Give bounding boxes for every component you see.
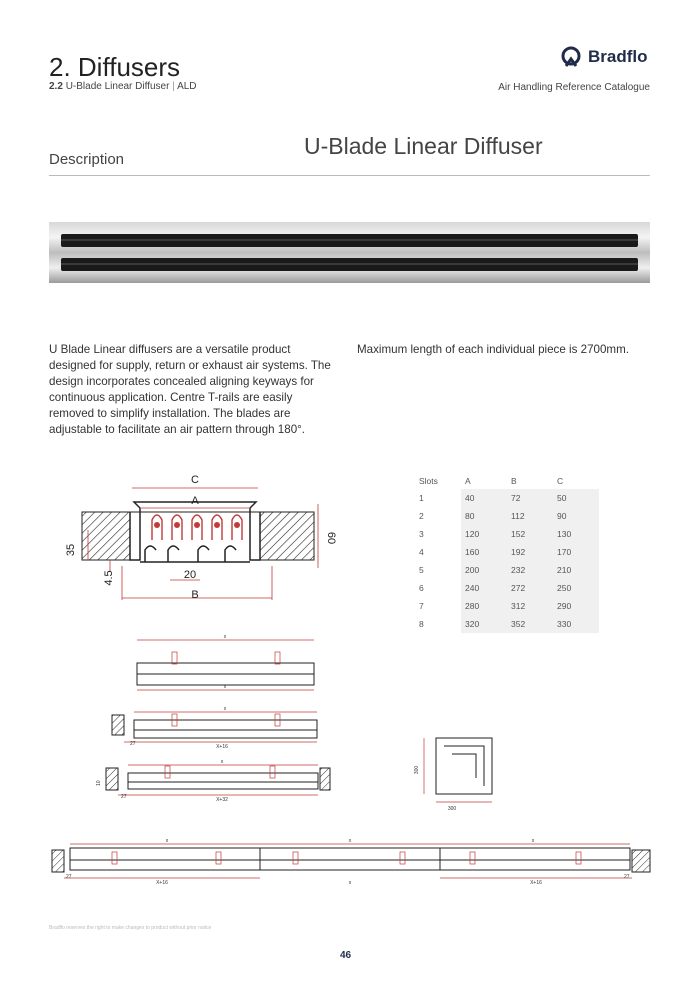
table-cell: 50 bbox=[553, 489, 599, 507]
table-cell: 6 bbox=[419, 583, 424, 593]
table-cell: 120 bbox=[461, 525, 507, 543]
table-cell: 330 bbox=[553, 615, 599, 633]
table-cell: 40 bbox=[461, 489, 507, 507]
table-cell: 80 bbox=[461, 507, 507, 525]
product-title: U-Blade Linear Diffuser bbox=[304, 133, 543, 159]
dim-c-label: C bbox=[191, 474, 199, 486]
table-cell: 112 bbox=[507, 507, 553, 525]
table-header-row bbox=[415, 472, 599, 489]
elev3-10-label: 10 bbox=[96, 780, 102, 786]
table-cell: 90 bbox=[553, 507, 599, 525]
table-cell: 192 bbox=[507, 543, 553, 561]
dim-60-label: 60 bbox=[325, 531, 337, 545]
table-cell: 240 bbox=[461, 579, 507, 597]
corner-height-label: 300 bbox=[414, 765, 420, 775]
cross-section-drawing bbox=[60, 470, 340, 610]
long-x-label-1: x bbox=[165, 838, 169, 844]
table-cell: 130 bbox=[553, 525, 599, 543]
elev3-top-label: x bbox=[220, 759, 224, 765]
table-cell: 210 bbox=[553, 561, 599, 579]
dim-b-label: B bbox=[191, 589, 199, 601]
long-27-right-label: 27 bbox=[624, 874, 630, 880]
max-length-note: Maximum length of each individual piece is 2700mm. bbox=[357, 343, 629, 356]
col-header: C bbox=[557, 475, 564, 486]
section-label: Description bbox=[49, 151, 125, 168]
table-cell: 3 bbox=[419, 529, 424, 539]
table-cell: 272 bbox=[507, 579, 553, 597]
chapter-title: 2. Diffusers bbox=[49, 52, 181, 82]
elev1-bottom-label: x bbox=[223, 684, 227, 690]
table-cell: 72 bbox=[507, 489, 553, 507]
table-row bbox=[415, 597, 599, 615]
divider bbox=[49, 175, 650, 176]
elevation-drawings bbox=[0, 630, 700, 890]
table-cell: 200 bbox=[461, 561, 507, 579]
table-row bbox=[415, 525, 599, 543]
table-cell: 152 bbox=[507, 525, 553, 543]
elev3-27-label: 27 bbox=[121, 794, 127, 800]
table-cell: 232 bbox=[507, 561, 553, 579]
subtitle-text: U-Blade Linear Diffuser bbox=[65, 81, 170, 92]
col-header: Slots bbox=[419, 475, 438, 486]
col-header: B bbox=[511, 475, 517, 486]
table-cell: 5 bbox=[419, 565, 424, 575]
elev3-bottom-label: X+32 bbox=[216, 797, 228, 803]
table-cell: 250 bbox=[553, 579, 599, 597]
long-x-label-2: x bbox=[348, 838, 352, 844]
table-row bbox=[415, 507, 599, 525]
elev2-top-label: x bbox=[223, 706, 227, 712]
long-x16-right-label: X+16 bbox=[530, 880, 542, 886]
table-cell: 4 bbox=[419, 547, 424, 557]
product-photo bbox=[49, 222, 650, 283]
chapter-subtitle: 2.2 U-Blade Linear Diffuser | ALD bbox=[49, 81, 197, 92]
table-cell: 352 bbox=[507, 615, 553, 633]
table-cell: 312 bbox=[507, 597, 553, 615]
subtitle-code: ALD bbox=[177, 81, 197, 92]
elev2-27-label: 27 bbox=[130, 741, 136, 747]
table-cell: 170 bbox=[553, 543, 599, 561]
table-row bbox=[415, 543, 599, 561]
elev2-bottom-label: X+16 bbox=[216, 744, 228, 750]
long-x-label-3: x bbox=[531, 838, 535, 844]
description-text: U Blade Linear diffusers are a versatile product designed for supply, return or exhaust air systems. The design incorporates concealed aligning keyways for continuous application. Centre T-rails are easily removed to simplify installation. The blades are adjustable to facilitate an air pattern through 180°. bbox=[49, 343, 331, 436]
table-cell: 8 bbox=[419, 619, 424, 629]
table-cell: 1 bbox=[419, 493, 424, 503]
table-cell: 320 bbox=[461, 615, 507, 633]
dim-35-label: 35 bbox=[65, 543, 77, 557]
long-27-left-label: 27 bbox=[66, 874, 72, 880]
disclaimer: Bradflo reserves the right to make changes to product without prior notice bbox=[49, 925, 212, 931]
dim-a-label: A bbox=[191, 495, 199, 507]
page-number: 46 bbox=[340, 950, 352, 961]
table-cell: 290 bbox=[553, 597, 599, 615]
brand-name: Bradflo bbox=[588, 47, 648, 66]
table-cell: 280 bbox=[461, 597, 507, 615]
col-header: A bbox=[465, 475, 471, 486]
table-cell: 7 bbox=[419, 601, 424, 611]
dim-20-label: 20 bbox=[183, 569, 197, 581]
corner-width-label: 300 bbox=[447, 806, 457, 812]
dim-45-label: 4.5 bbox=[103, 570, 115, 586]
subtitle-number: 2.2 bbox=[49, 81, 63, 92]
long-x-bottom-label: x bbox=[348, 880, 352, 886]
catalogue-name: Air Handling Reference Catalogue bbox=[498, 82, 650, 93]
long-x16-left-label: X+16 bbox=[156, 880, 168, 886]
brand-logo bbox=[560, 46, 648, 68]
table-cell: 160 bbox=[461, 543, 507, 561]
table-row bbox=[415, 561, 599, 579]
table-row bbox=[415, 489, 599, 507]
elev1-top-label: x bbox=[223, 634, 227, 640]
brand-logo-icon bbox=[560, 46, 582, 68]
table-row bbox=[415, 579, 599, 597]
dimension-table bbox=[415, 472, 599, 633]
table-cell: 2 bbox=[419, 511, 424, 521]
